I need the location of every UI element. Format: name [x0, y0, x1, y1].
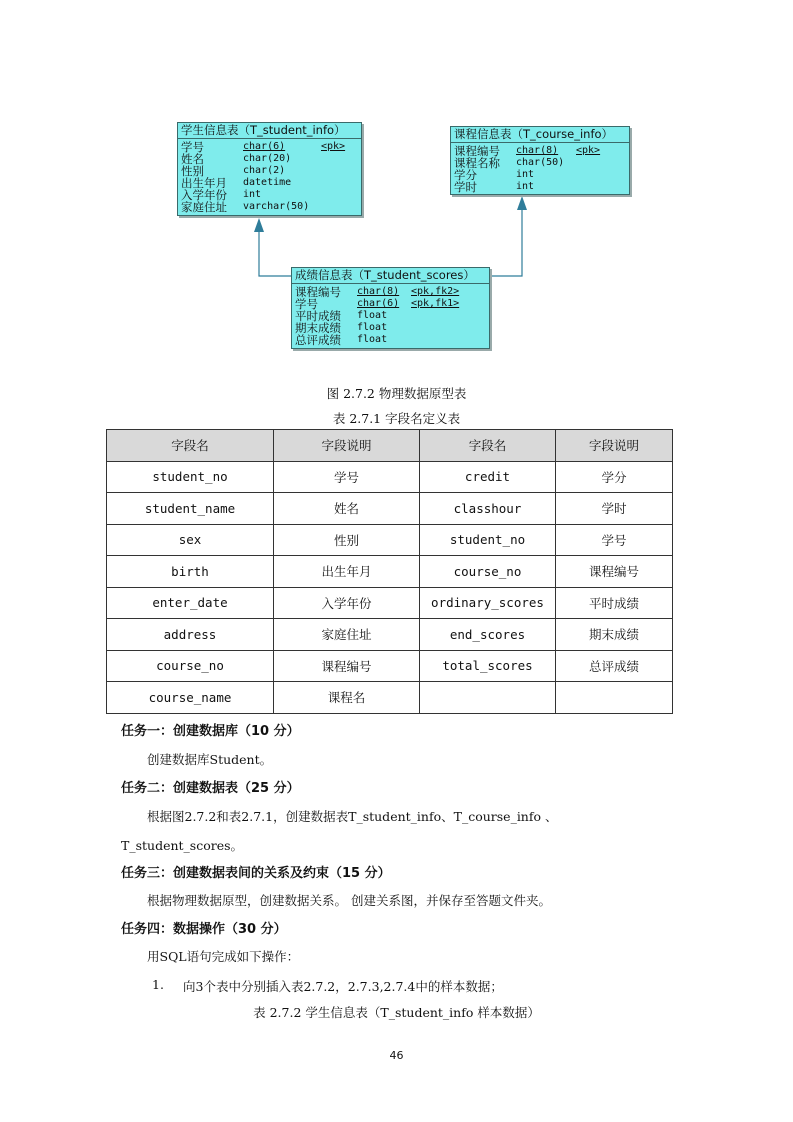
task-2-text: 根据图2.7.2和表2.7.1，创建数据表T_student_info、T_course_info 、	[147, 809, 558, 824]
table-caption: 表 2.7.1 字段名定义表	[332, 411, 461, 426]
table-header-cell: 字段名	[420, 430, 556, 462]
task-2-heading: 任务二：创建数据表（25 分）	[121, 781, 300, 796]
table-row: student_no 学号 credit 学分	[107, 461, 673, 493]
field-definition-table	[106, 429, 673, 714]
task-4-item-text: 向3个表中分别插入表2.7.2，2.7.3,2.7.4中的样本数据；	[183, 979, 503, 994]
field-row: 入学年份 int	[181, 188, 262, 202]
table-row: sex 性别 student_no 学号	[107, 524, 673, 556]
entity-student-info	[177, 122, 362, 216]
table-header-cell: 字段说明	[556, 430, 673, 462]
entity-course-info-title: 课程信息表（T_course_info）	[451, 127, 629, 143]
task-4-heading: 任务四：数据操作（30 分）	[121, 922, 287, 937]
task-4-item-number: 1.	[152, 977, 164, 992]
task-4-text: 用SQL语句完成如下操作：	[147, 949, 300, 964]
task-1-text: 创建数据库Student。	[147, 752, 273, 767]
field-row: 学号 char(6) <pk>	[181, 140, 346, 154]
field-row: 课程编号 char(8) <pk>	[454, 144, 601, 158]
entity-student-scores-title: 成绩信息表（T_student_scores）	[292, 268, 489, 284]
field-row: 姓名 char(20)	[181, 152, 292, 166]
field-row: 平时成绩 float	[295, 309, 388, 323]
page-number: 46	[389, 1049, 404, 1062]
figure-caption: 图 2.7.2 物理数据原型表	[326, 386, 467, 401]
table-row: course_no 课程编号 total_scores 总评成绩	[107, 650, 673, 682]
entity-student-info-title: 学生信息表（T_student_info）	[178, 123, 361, 139]
task-1-heading: 任务一：创建数据库（10 分）	[121, 724, 300, 739]
task-3-text: 根据物理数据原型，创建数据关系。 创建关系图，并保存至答题文件夹。	[147, 893, 551, 908]
task-2-text-cont: T_student_scores。	[121, 838, 244, 853]
field-row: 家庭住址 varchar(50)	[181, 200, 310, 214]
entity-course-info	[450, 126, 630, 195]
table-header-cell: 字段名	[107, 430, 274, 462]
table-row: enter_date 入学年份 ordinary_scores 平时成绩	[107, 587, 673, 619]
field-row: 性别 char(2)	[181, 164, 286, 178]
table-row: birth 出生年月 course_no 课程编号	[107, 556, 673, 588]
task-3-heading: 任务三：创建数据表间的关系及约束（15 分）	[121, 866, 391, 881]
field-row: 总评成绩 float	[295, 333, 388, 347]
field-row: 课程编号 char(8) <pk,fk2>	[295, 285, 460, 299]
field-row: 学分 int	[454, 168, 535, 182]
table-row: address 家庭住址 end_scores 期末成绩	[107, 619, 673, 651]
field-row: 期末成绩 float	[295, 321, 388, 335]
field-row: 学时 int	[454, 180, 535, 194]
table-header-cell: 字段说明	[274, 430, 420, 462]
field-row: 学号 char(6) <pk,fk1>	[295, 297, 460, 311]
field-row: 课程名称 char(50)	[454, 156, 565, 170]
sample-table-caption: 表 2.7.2 学生信息表（T_student_info 样本数据）	[253, 1005, 540, 1020]
field-row: 出生年月 datetime	[181, 176, 292, 190]
table-row: course_name 课程名	[107, 682, 673, 714]
table-row: student_name 姓名 classhour 学时	[107, 493, 673, 525]
entity-student-scores	[291, 267, 490, 349]
table-header-row	[107, 430, 673, 462]
